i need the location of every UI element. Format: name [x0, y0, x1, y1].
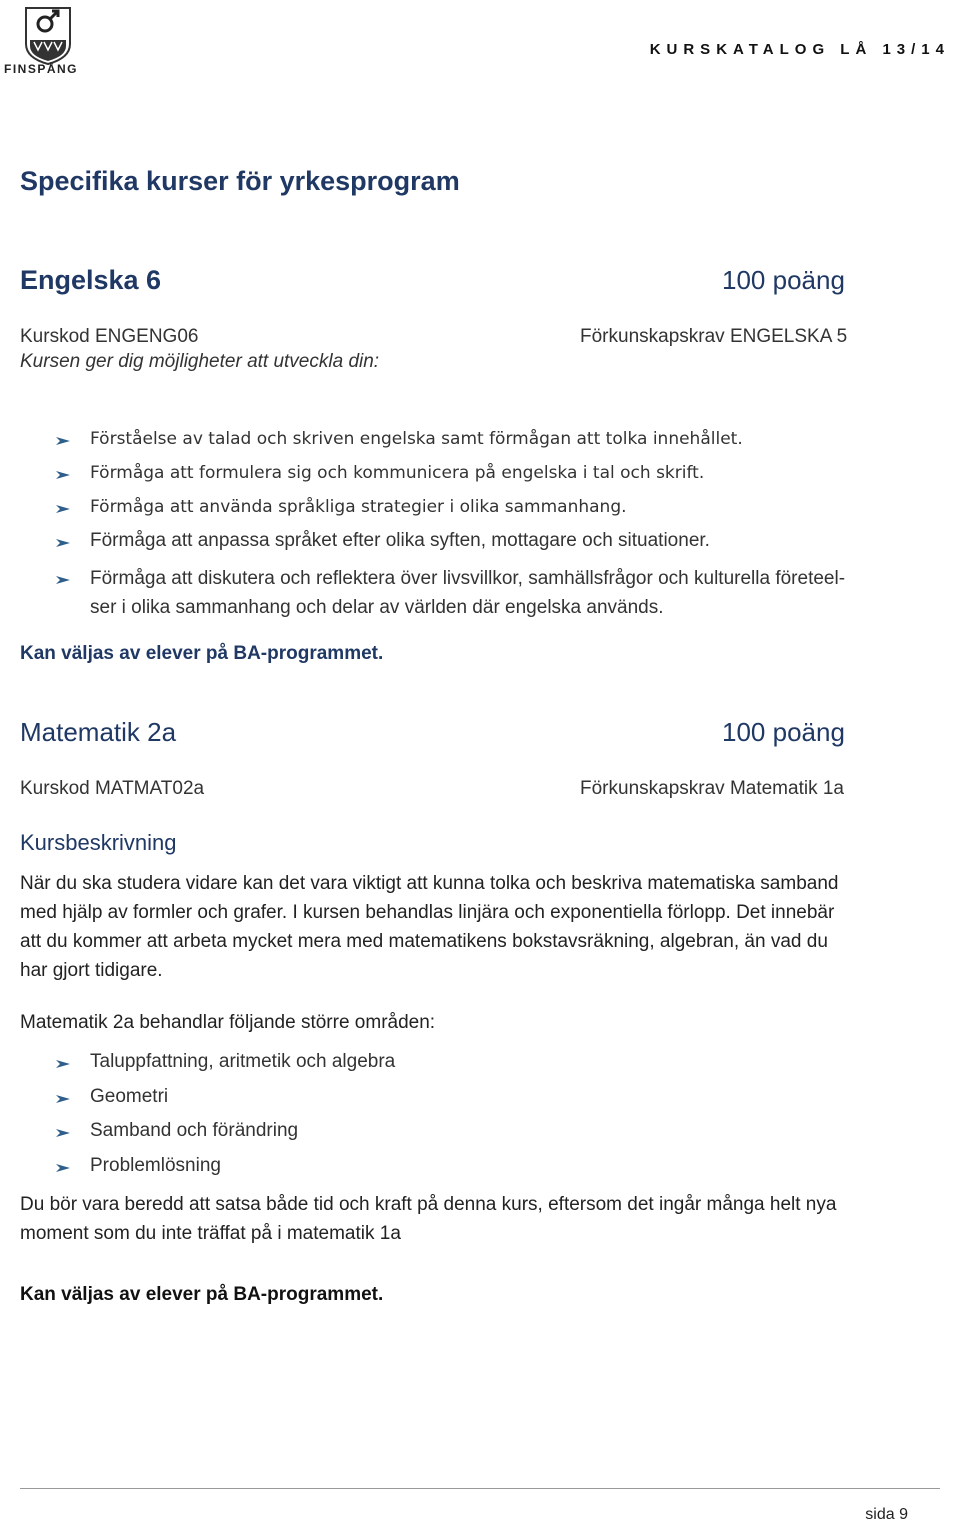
list-item: Förmåga att diskutera och reflektera över livsvillkor, samhällsfrågor och kulturella företeel- ser i olika sammanhang och delar av världen där engelska används. [56, 564, 845, 622]
catalog-title: KURSKATALOG LÅ 13/14 [649, 41, 950, 58]
arrow-bullet-icon [56, 504, 70, 514]
closing-paragraph: Du bör vara beredd att satsa både tid och kraft på denna kurs, eftersom det ingår många helt nya moment som du inte träffat på i matematik 1a [20, 1194, 837, 1244]
description-heading: Kursbeskrivning [20, 830, 177, 855]
arrow-bullet-icon [56, 538, 70, 548]
page-number: sida 9 [865, 1506, 908, 1523]
list-item: Förmåga att använda språkliga strategier i olika sammanhang. [56, 496, 845, 530]
areas-list [56, 1051, 395, 1189]
list-item: Förmåga att formulera sig och kommunicera på engelska i tal och skrift. [56, 462, 845, 496]
eligibility-note: Kan väljas av elever på BA-programmet. [20, 1284, 384, 1305]
footer-divider [20, 1488, 940, 1489]
areas-intro: Matematik 2a behandlar följande större områden: [20, 1012, 436, 1033]
list-item: Förståelse av talad och skriven engelska samt förmågan att tolka innehållet. [56, 428, 845, 462]
course-name: Engelska 6 [20, 265, 162, 295]
page-title: Specifika kurser för yrkesprogram [20, 166, 460, 196]
description-paragraph: När du ska studera vidare kan det vara viktigt att kunna tolka och beskriva matematiska samband med hjälp av formler och grafer. I kursen behandlas linjära och exponentiella förlopp. Det innebär att du kommer att arbeta mycket mera med matematikens bokstavsräkning, algebran, än vad du har gjort tidigare. [20, 873, 839, 981]
course-code: Kurskod ENGENG06 [20, 326, 199, 347]
arrow-bullet-icon [56, 470, 70, 480]
course-points: 100 poäng [722, 717, 845, 747]
list-item: Geometri [56, 1086, 395, 1121]
course-points: 100 poäng [722, 265, 845, 295]
arrow-bullet-icon [56, 1128, 70, 1138]
list-item: Problemlösning [56, 1155, 395, 1190]
arrow-bullet-icon [56, 575, 70, 585]
course-code: Kurskod MATMAT02a [20, 778, 205, 799]
course-intro: Kursen ger dig möjligheter att utveckla din: [20, 351, 380, 372]
skills-list [56, 428, 845, 622]
course-name: Matematik 2a [20, 717, 177, 747]
list-item: Förmåga att anpassa språket efter olika syften, mottagare och situationer. [56, 530, 845, 564]
course-prerequisite: Förkunskapskrav ENGELSKA 5 [580, 326, 848, 347]
course-prerequisite: Förkunskapskrav Matematik 1a [580, 778, 844, 799]
arrow-bullet-icon [56, 436, 70, 446]
list-item: Samband och förändring [56, 1120, 395, 1155]
list-item: Taluppfattning, aritmetik och algebra [56, 1051, 395, 1086]
eligibility-note: Kan väljas av elever på BA-programmet. [20, 643, 384, 664]
logo-wordmark: FINSPÅNG [4, 62, 79, 76]
arrow-bullet-icon [56, 1059, 70, 1069]
arrow-bullet-icon [56, 1094, 70, 1104]
arrow-bullet-icon [56, 1163, 70, 1173]
